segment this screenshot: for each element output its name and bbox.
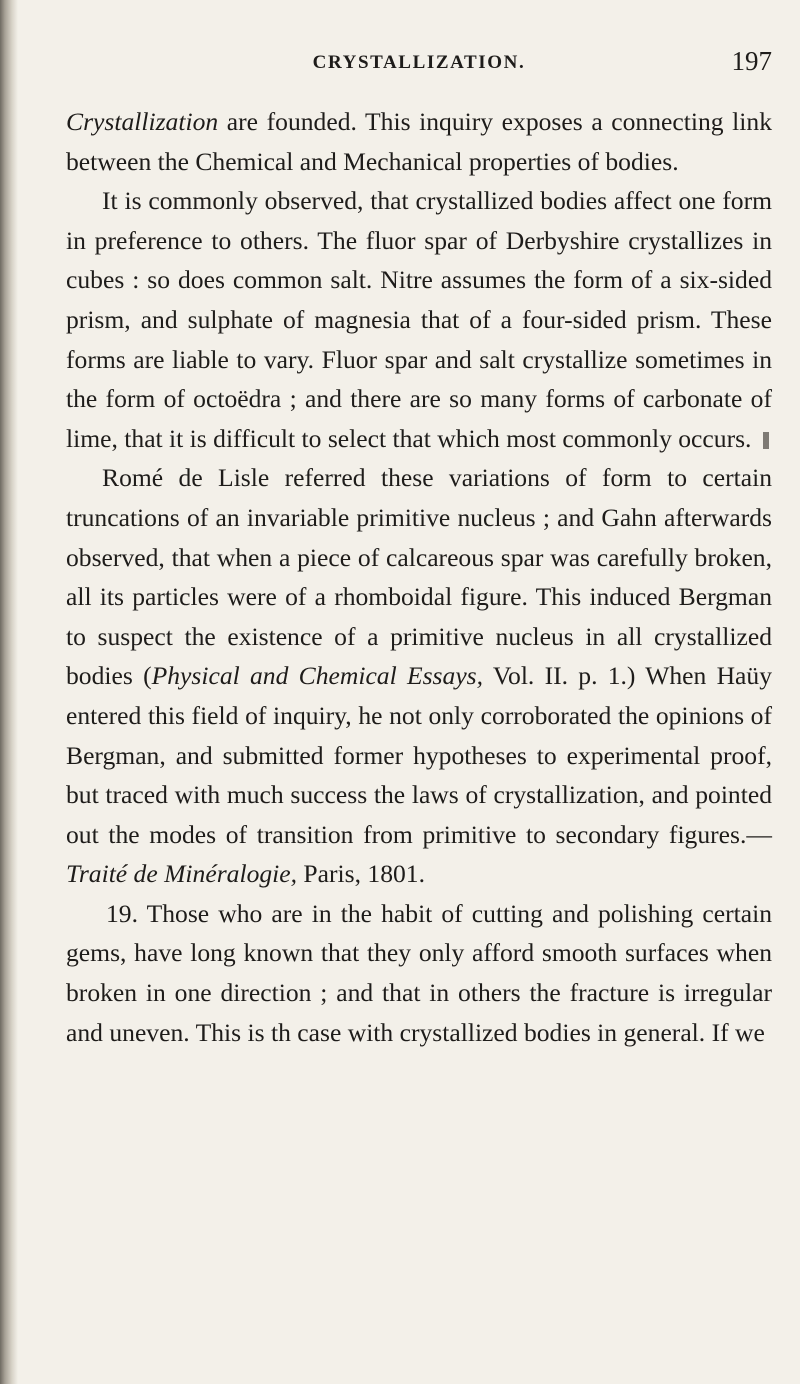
body-text	[66, 102, 772, 1052]
italic-term: Crystallization	[66, 107, 219, 136]
page-header	[66, 0, 772, 90]
paragraph-text: 19. Those who are in the habit of cutting and polishing certain gems, have long known that they only afford smooth surfaces when broken in one direction ; and that in others the fracture is irregular and uneven. This is th case with crystallized bodies in general. If we	[66, 898, 772, 1047]
italic-citation: Physical and Chemical Essays,	[151, 661, 484, 691]
ink-blot	[763, 432, 769, 449]
book-binding-edge	[0, 0, 18, 1384]
paragraph-text: are founded. This inquiry exposes a connecting link between the Chemical and Mechanical properties of bodies.	[66, 107, 772, 176]
paragraph-3	[66, 458, 772, 894]
paragraph-text: Paris, 1801.	[297, 859, 425, 889]
running-title: CRYSTALLIZATION.	[312, 52, 526, 73]
paragraph-1	[66, 102, 772, 181]
italic-citation: Traité de Minéralogie,	[66, 859, 298, 889]
page-number: 197	[731, 46, 772, 76]
paragraph-text: Romé de Lisle referred these variations of form to certain truncations of an invariable primitive nucleus ; and Gahn afterwards observed, that when a piece of calcareous spar was carefully broken, all its particles were of a rhomboidal figure. This induced Bergman to suspect the existence of a primitive nucleus in all crystallized bodies (	[66, 463, 772, 691]
paragraph-text: It is commonly observed, that crystallized bodies affect one form in preference to others. The fluor spar of Derbyshire crystallizes in cubes : so does common salt. Nitre assumes the form of a six-sided prism, and sulphate of magnesia that of a four-sided prism. These forms are liable to vary. Fluor spar and salt crystallize sometimes in the form of octoëdra ; and there are so many forms of carbonate of lime, that it is difficult to select that which most commonly occurs.	[66, 186, 772, 453]
paragraph-text: Vol. II. p. 1.) When Haüy entered this field of inquiry, he not only corroborated the opinions of Bergman, and submitted former hypotheses to experimental proof, but traced with much success the laws of crystallization, and pointed out the modes of transition from primitive to secondary figures.—	[66, 661, 773, 849]
paragraph-4	[66, 894, 772, 1052]
paragraph-2	[66, 181, 772, 458]
book-page	[66, 0, 772, 1384]
